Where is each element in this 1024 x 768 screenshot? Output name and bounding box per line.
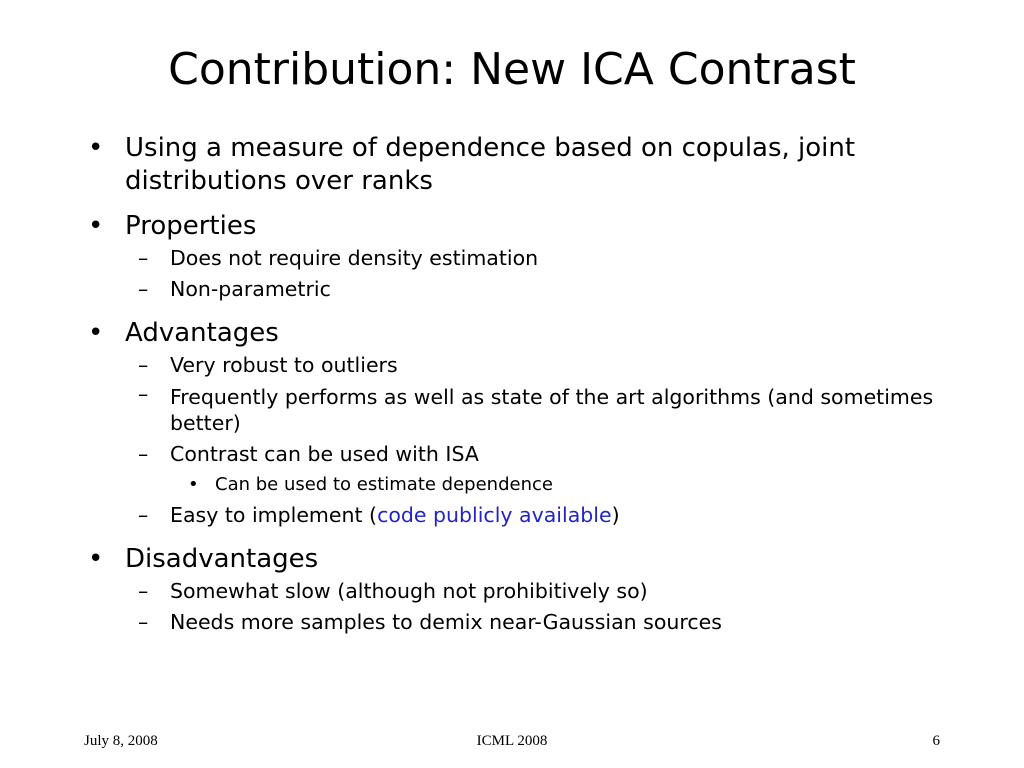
footer-page-number: 6 xyxy=(932,733,940,749)
sub-bullet-text: Very robust to outliers xyxy=(170,353,398,377)
sub-sub-bullet xyxy=(88,470,968,500)
bullet-dot-icon: • xyxy=(88,211,104,241)
sub-bullet xyxy=(88,381,968,439)
sub-bullet-text: Contrast can be used with ISA xyxy=(170,442,479,466)
dash-icon: – xyxy=(138,382,149,406)
code-link[interactable]: code publicly available xyxy=(377,503,612,527)
dash-icon: – xyxy=(138,579,149,603)
bullet-properties xyxy=(88,210,968,243)
small-bullet-dot-icon: • xyxy=(188,474,199,495)
bullet-dot-icon: • xyxy=(88,544,104,574)
sub-bullet xyxy=(88,243,968,274)
slide-body xyxy=(88,132,968,638)
dash-icon: – xyxy=(138,503,149,527)
sub-bullet xyxy=(88,439,968,470)
sub-sub-bullet-text: Can be used to estimate dependence xyxy=(215,474,553,495)
sub-bullet-suffix: ) xyxy=(611,503,620,527)
bullet-text: Properties xyxy=(125,211,257,241)
dash-icon: – xyxy=(138,353,149,377)
sub-bullet xyxy=(88,350,968,381)
dash-icon: – xyxy=(138,277,149,301)
dash-icon: – xyxy=(138,442,149,466)
sub-bullet xyxy=(88,576,968,607)
sub-bullet-text: Does not require density estimation xyxy=(170,246,539,270)
sub-bullet-prefix: Easy to implement ( xyxy=(170,503,378,527)
slide-title: Contribution: New ICA Contrast xyxy=(168,44,856,95)
dash-icon: – xyxy=(138,246,149,270)
bullet-text: Advantages xyxy=(125,318,279,348)
footer-venue: ICML 2008 xyxy=(476,733,548,749)
sub-bullet-text: Needs more samples to demix near-Gaussian sources xyxy=(170,610,722,634)
bullet-disadvantages xyxy=(88,543,968,576)
bullet-advantages xyxy=(88,317,968,350)
bullet-copulas xyxy=(88,132,968,198)
dash-icon: – xyxy=(138,610,149,634)
sub-bullet xyxy=(88,500,968,531)
bullet-dot-icon: • xyxy=(88,133,104,163)
sub-bullet-text: Non-parametric xyxy=(170,277,331,301)
sub-bullet xyxy=(88,274,968,305)
bullet-dot-icon: • xyxy=(88,318,104,348)
sub-bullet-text: Somewhat slow (although not prohibitively so) xyxy=(170,579,648,603)
sub-bullet-text: Frequently performs as well as state of the art algorithms (and sometimes better) xyxy=(170,385,934,435)
bullet-text: Disadvantages xyxy=(125,544,319,574)
bullet-text: Using a measure of dependence based on copulas, joint distributions over ranks xyxy=(125,133,856,196)
footer-date: July 8, 2008 xyxy=(84,733,158,749)
sub-bullet xyxy=(88,607,968,638)
